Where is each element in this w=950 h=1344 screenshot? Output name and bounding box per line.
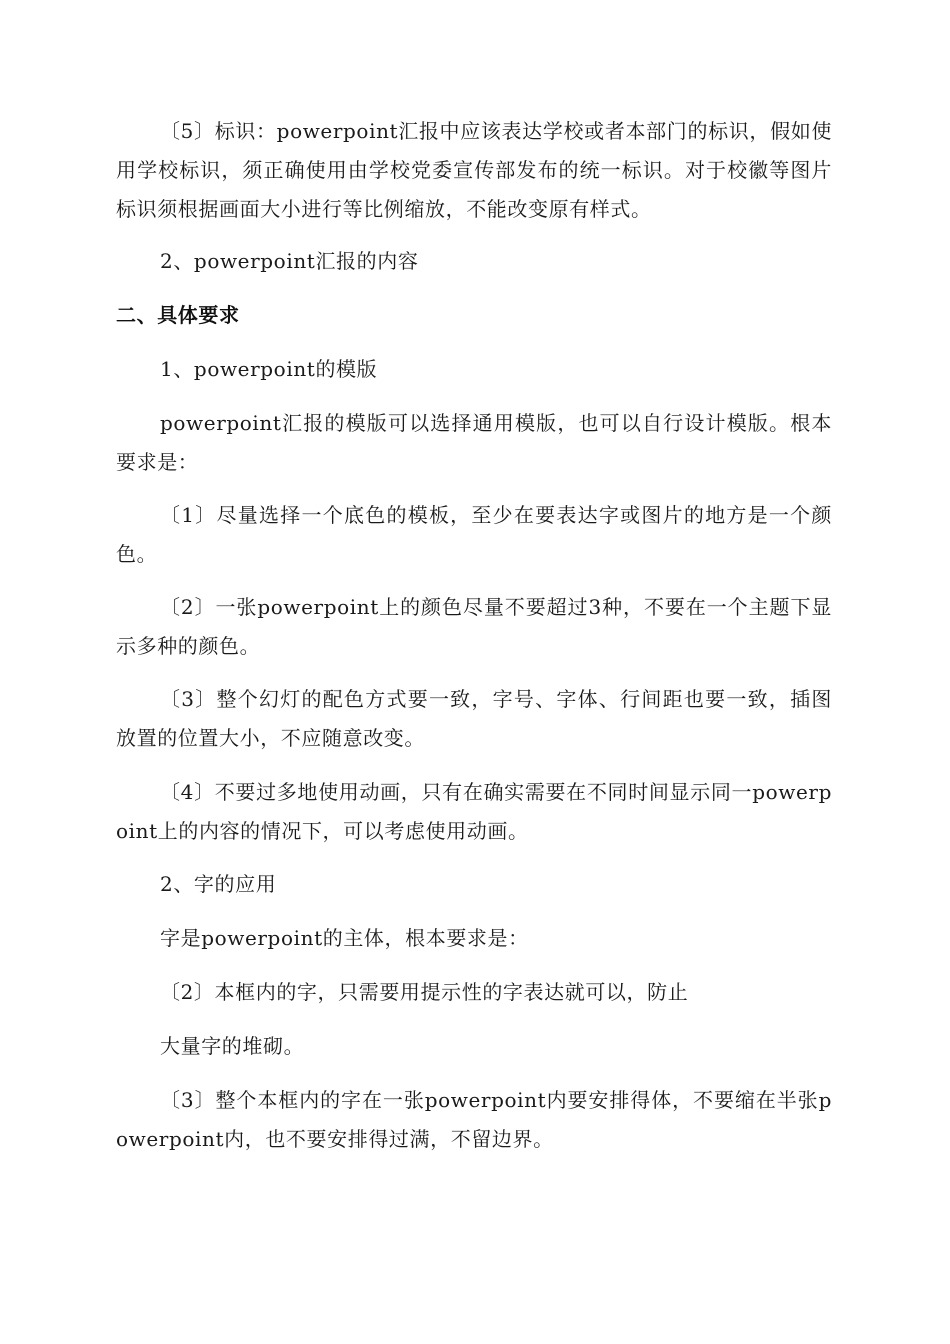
paragraph-template-rule-1: 〔1〕尽量选择一个底色的模板，至少在要表达字或图片的地方是一个颜色。 <box>116 503 832 566</box>
paragraph-text-rule-3: 〔3〕整个本框内的字在一张powerpoint内要安排得体，不要缩在半张powerpoint内，也不要安排得过满，不留边界。 <box>116 1088 832 1151</box>
section-heading-specific-requirements: 二、具体要求 <box>116 303 240 327</box>
paragraph-template-rule-3: 〔3〕整个幻灯的配色方式要一致，字号、字体、行间距也要一致，插图放置的位置大小，不应随意改变。 <box>116 687 832 750</box>
paragraph-template-title: 1、powerpoint的模版 <box>160 357 378 381</box>
paragraph-template-rule-4: 〔4〕不要过多地使用动画，只有在确实需要在不同时间显示同一powerpoint上的内容的情况下，可以考虑使用动画。 <box>116 780 832 843</box>
paragraph-template-intro: powerpoint汇报的模版可以选择通用模版，也可以自行设计模版。根本要求是： <box>116 411 832 474</box>
paragraph-identity-logo: 〔5〕标识：powerpoint汇报中应该表达学校或者本部门的标识，假如使用学校标识，须正确使用由学校党委宣传部发布的统一标识。对于校徽等图片标识须根据画面大小进行等比例缩放，不能改变原有样式。 <box>116 119 832 221</box>
paragraph-text-rule-2-continued: 大量字的堆砌。 <box>160 1034 305 1058</box>
paragraph-text-rule-2: 〔2〕本框内的字，只需要用提示性的字表达就可以，防止 <box>160 980 689 1004</box>
paragraph-text-usage-title: 2、字的应用 <box>160 872 277 896</box>
paragraph-text-usage-intro: 字是powerpoint的主体，根本要求是： <box>160 926 529 950</box>
paragraph-template-rule-2: 〔2〕一张powerpoint上的颜色尽量不要超过3种，不要在一个主题下显示多种的颜色。 <box>116 595 832 658</box>
paragraph-section-2-content: 2、powerpoint汇报的内容 <box>160 249 419 273</box>
